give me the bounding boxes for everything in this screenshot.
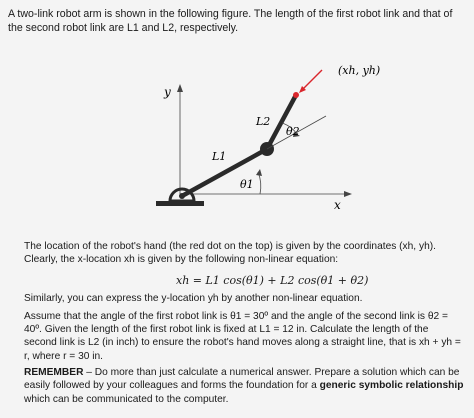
hand-pointer-arrow [302, 70, 322, 90]
paragraph-y-location: Similarly, you can express the y-location yh by another non-linear equation. [24, 293, 363, 304]
x-axis-arrow [344, 191, 352, 197]
y-axis-label: y [164, 85, 171, 99]
remember-text: – Do more than just calculate a numerical answer. Prepare a solution which can be easily followed by your colleagues and forms the foundation for a [24, 367, 460, 392]
hand-coordinate-label: (xh, yh) [338, 64, 381, 77]
intro-text: A two-link robot arm is shown in the following figure. The length of the first robot link and that of the second robot link are L1 and L2, respectively. [8, 8, 453, 34]
angle-1-label: θ1 [240, 178, 254, 191]
remember-tail: which can be communicated to the computer. [24, 393, 229, 405]
y-axis-arrow [177, 84, 183, 92]
x-axis-label: x [334, 198, 341, 212]
angle-1-arrowhead [256, 169, 262, 176]
remember-bold: generic symbolic relationship [319, 380, 464, 392]
paragraph-hand-location: The location of the robot's hand (the red dot on the top) is given by the coordinates (xh, yh). Clearly, the x-location xh is given by the following non-linear equation: [24, 241, 436, 266]
angle-2-label: θ2 [286, 125, 300, 138]
robot-arm-figure [150, 62, 390, 222]
paragraph-assumptions: Assume that the angle of the first robot link is θ1 = 30º and the angle of the second link is θ2 = 40º. Given the length of the first robot link is fixed at L1 = 12 in. Calculate the length of the second link is L2 (in inch) to ensure the robot's hand moves along a straight line, that is xh + yh = r, where r = 30 in. [24, 311, 461, 362]
x-equation: xh = L1 cos(θ1) + L2 cos(θ1 + θ2) [176, 274, 369, 287]
link-1-label: L1 [212, 150, 227, 163]
link-2-label: L2 [256, 115, 271, 128]
remember-lead: REMEMBER [24, 367, 84, 378]
hand-dot [293, 92, 299, 98]
remember-note [24, 366, 464, 406]
